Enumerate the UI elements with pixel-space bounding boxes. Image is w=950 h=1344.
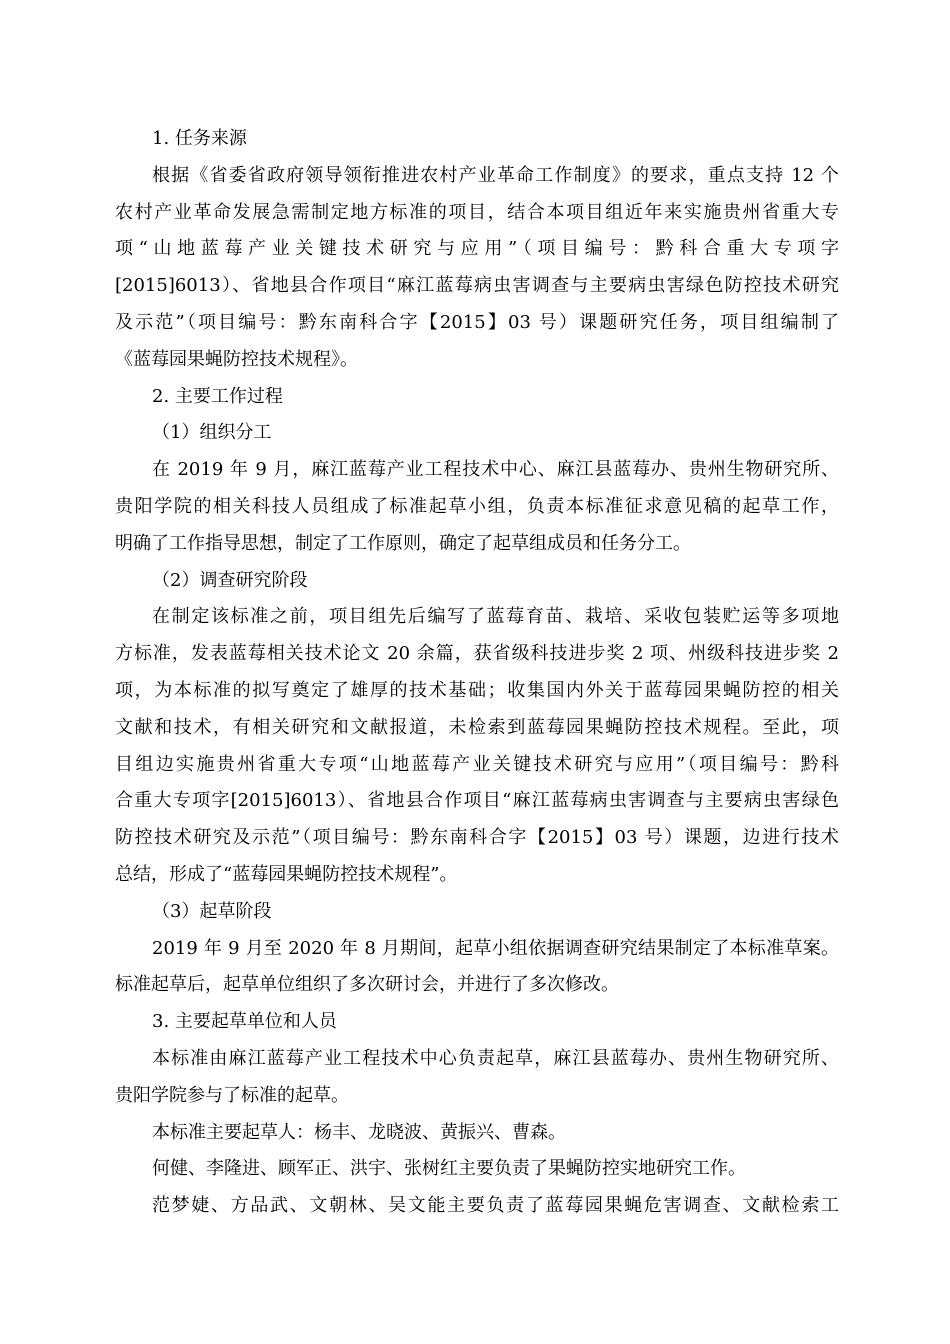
paragraph-task-source bbox=[115, 158, 839, 379]
paragraph-organization bbox=[115, 452, 839, 562]
paragraph-research-stage bbox=[115, 599, 839, 893]
text-line: 《蓝莓园果蝇防控技术规程》。 bbox=[115, 348, 358, 370]
section-heading-task-source: 1. 任务来源 bbox=[152, 128, 247, 149]
text-line: 贵阳学院的相关科技人员组成了标准起草小组，负责本标准征求意见稿的起草工作， bbox=[115, 495, 839, 517]
text-line: 根据《省委省政府领导领衔推进农村产业革命工作制度》的要求，重点支持 12 个 bbox=[152, 164, 839, 186]
text-line: 明确了工作指导思想，制定了工作原则，确定了起草组成员和任务分工。 bbox=[115, 532, 691, 554]
subheading-drafting-stage: （3）起草阶段 bbox=[152, 900, 272, 922]
text-line: 方标准，发表蓝莓相关技术论文 20 余篇，获省级科技进步奖 2 项、州级科技进步奖 2 bbox=[115, 643, 839, 665]
section-heading-drafting-units: 3. 主要起草单位和人员 bbox=[152, 1011, 337, 1033]
text-line: 在 2019 年 9 月，麻江蓝莓产业工程技术中心、麻江县蓝莓办、贵州生物研究所、 bbox=[152, 459, 839, 481]
text-line: 合重大专项字[2015]6013）、省地县合作项目“麻江蓝莓病虫害调查与主要病虫害绿色 bbox=[115, 790, 839, 812]
text-line: 项，为本标准的拟写奠定了雄厚的技术基础；收集国内外关于蓝莓园果蝇防控的相关 bbox=[115, 679, 839, 701]
document-body bbox=[115, 121, 839, 1225]
paragraph-drafting-stage bbox=[115, 931, 839, 1005]
paragraph-field-research-staff: 何健、李隆进、顾军正、洪宇、张树红主要负责了果蝇防控实地研究工作。 bbox=[152, 1158, 746, 1180]
subheading-research-stage: （2）调查研究阶段 bbox=[152, 569, 308, 591]
text-line: 本标准由麻江蓝莓产业工程技术中心负责起草，麻江县蓝莓办、贵州生物研究所、 bbox=[152, 1047, 839, 1069]
paragraph-main-drafters: 本标准主要起草人：杨丰、龙晓波、黄振兴、曹森。 bbox=[152, 1121, 566, 1143]
text-line: 标准起草后，起草单位组织了多次研讨会，并进行了多次修改。 bbox=[115, 974, 619, 996]
text-line: 目组边实施贵州省重大专项“山地蓝莓产业关键技术研究与应用”（项目编号：黔科 bbox=[115, 753, 839, 775]
text-line: 农村产业革命发展急需制定地方标准的项目，结合本项目组近年来实施贵州省重大专 bbox=[115, 201, 839, 223]
text-line: 及示范”（项目编号：黔东南科合字【2015】03 号）课题研究任务，项目组编制了 bbox=[115, 311, 839, 333]
text-line: 总结，形成了“蓝莓园果蝇防控技术规程”。 bbox=[115, 863, 458, 885]
text-line: 项“山地蓝莓产业关键技术研究与应用”（项目编号：黔科合重大专项字 bbox=[115, 238, 839, 260]
text-line: [2015]6013）、省地县合作项目“麻江蓝莓病虫害调查与主要病虫害绿色防控技术研究 bbox=[115, 275, 839, 297]
section-heading-work-process: 2. 主要工作过程 bbox=[152, 385, 283, 407]
subheading-organization: （1）组织分工 bbox=[152, 422, 272, 444]
paragraph-drafting-units bbox=[115, 1041, 839, 1115]
text-line: 文献和技术，有相关研究和文献报道，未检索到蓝莓园果蝇防控技术规程。至此，项 bbox=[115, 716, 839, 738]
text-line: 防控技术研究及示范”（项目编号：黔东南科合字【2015】03 号）课题，边进行技术 bbox=[115, 827, 839, 849]
paragraph-survey-staff: 范梦婕、方品武、文朝林、吴文能主要负责了蓝莓园果蝇危害调查、文献检索工 bbox=[152, 1195, 839, 1217]
text-line: 在制定该标准之前，项目组先后编写了蓝莓育苗、栽培、采收包装贮运等多项地 bbox=[152, 606, 839, 628]
text-line: 贵阳学院参与了标准的起草。 bbox=[115, 1084, 349, 1106]
text-line: 2019 年 9 月至 2020 年 8 月期间，起草小组依据调查研究结果制定了本标准草案。 bbox=[152, 937, 839, 959]
